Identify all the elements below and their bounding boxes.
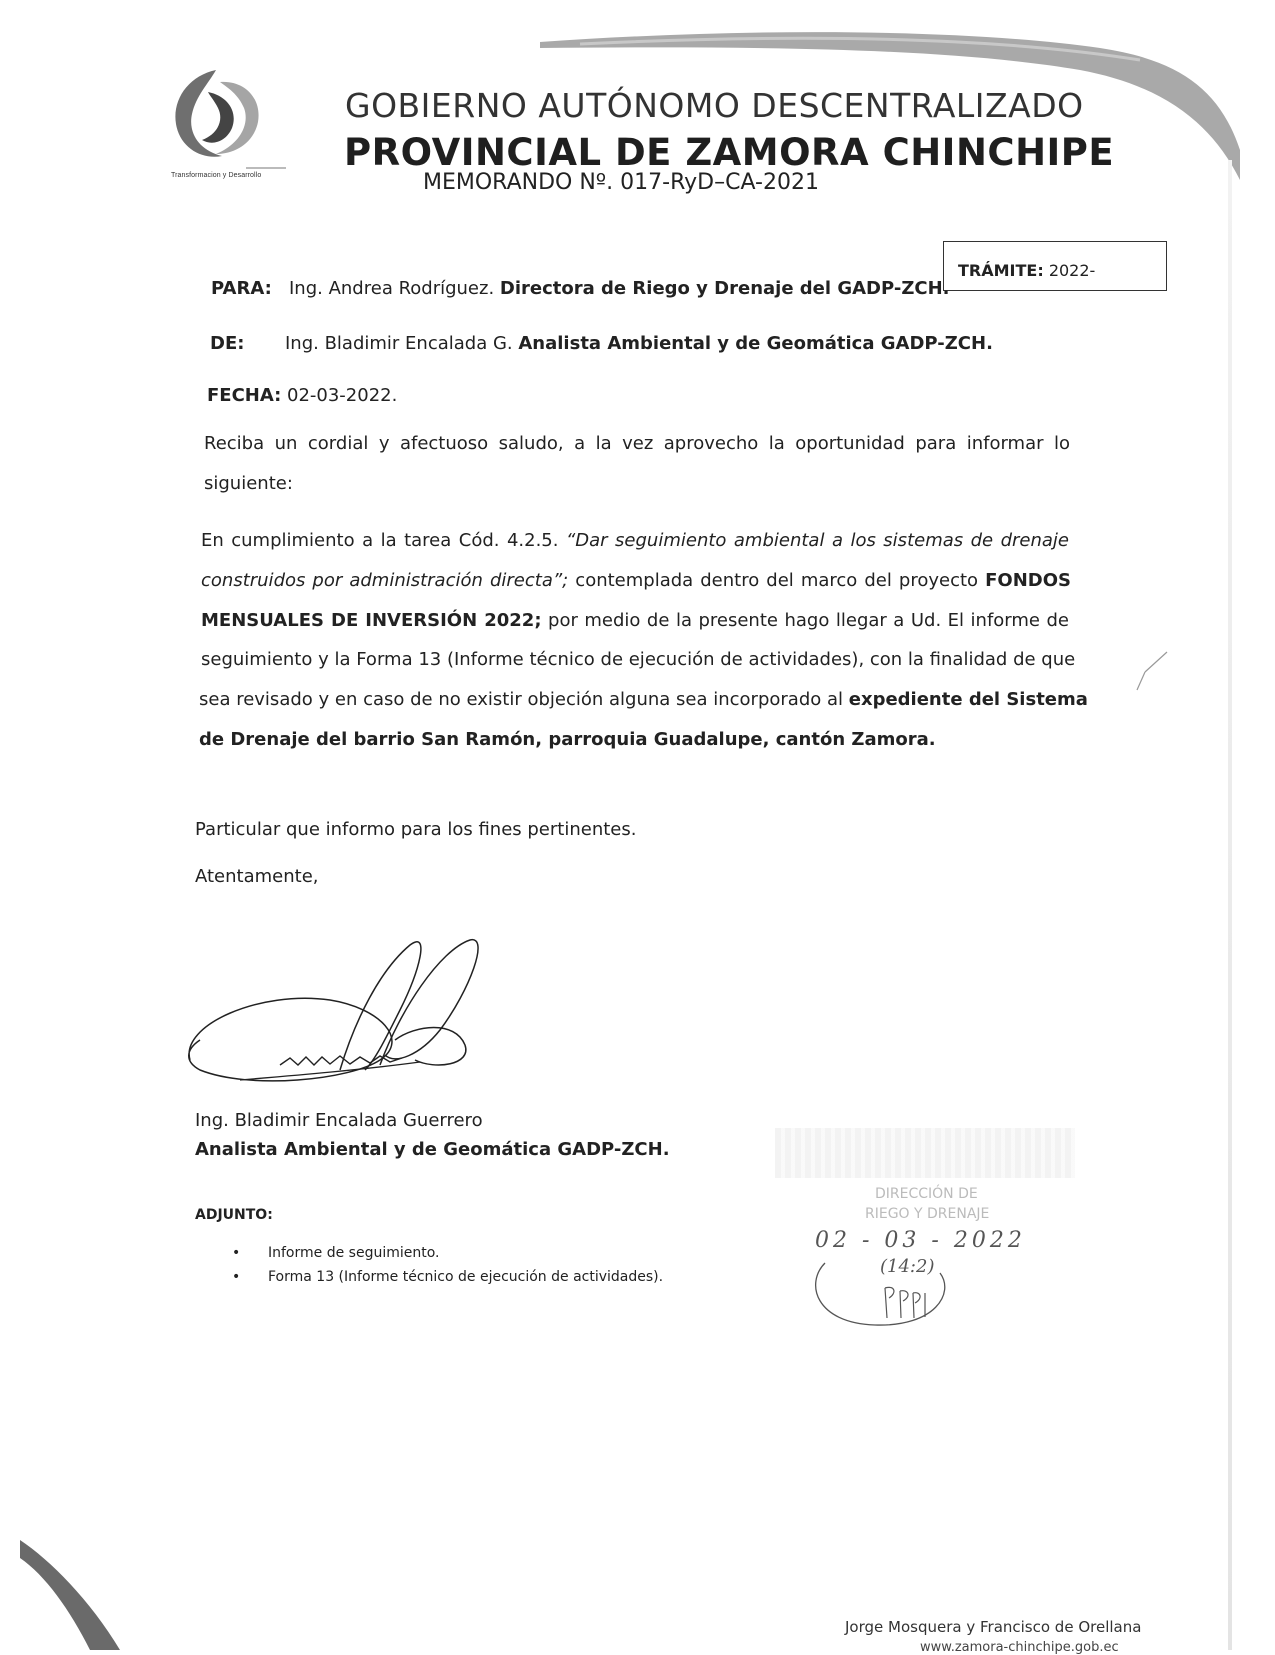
de-label: DE: [210, 333, 245, 354]
fecha-value: 02-03-2022. [287, 385, 398, 406]
tramite-label: TRÁMITE: [958, 261, 1044, 280]
project-name-part2: MENSUALES DE INVERSIÓN 2022; [201, 610, 542, 631]
greeting-line-1: Reciba un cordial y afectuoso saludo, a la vez aprovecho la oportunidad para informar lo [204, 433, 1070, 454]
expediente-text-part2: de Drenaje del barrio San Ramón, parroquia Guadalupe, cantón Zamora. [199, 729, 936, 750]
main-line-6 [199, 729, 936, 750]
task-code-text: En cumplimiento a la tarea Cód. 4.2.5. [201, 530, 566, 551]
attachment-item [232, 1269, 663, 1293]
organization-name-line2: PROVINCIAL DE ZAMORA CHINCHIPE [344, 131, 1115, 174]
attachments-list [232, 1245, 663, 1293]
para-value [289, 278, 949, 299]
stamp-faded-header [775, 1128, 1075, 1178]
main-line-2 [201, 570, 1071, 591]
footer-address: Jorge Mosquera y Francisco de Orellana [845, 1618, 1142, 1636]
bullet-icon: • [232, 1245, 241, 1261]
gadp-logo-icon [158, 62, 288, 182]
review-text: sea revisado y en caso de no existir objeción alguna sea incorporado al [199, 689, 849, 710]
stamp-handwritten-date: 02 - 03 - 2022 [815, 1228, 1026, 1253]
main-line-5 [199, 689, 1088, 710]
logo-tagline: Transformacion y Desarrollo [171, 172, 262, 179]
task-title-quote-end: construidos por administración directa”; [201, 570, 569, 591]
expediente-text-part1: expediente del Sistema [848, 689, 1088, 710]
scan-edge-shadow [1228, 160, 1232, 1650]
stamp-handwritten-time: (14:2) [880, 1256, 935, 1277]
footer-website: www.zamora-chinchipe.gob.ec [920, 1640, 1119, 1655]
de-role: Analista Ambiental y de Geomática GADP-ZCH. [518, 333, 993, 354]
memo-number: MEMORANDO Nº. 017-RyD–CA-2021 [423, 170, 819, 195]
para-label: PARA: [211, 278, 272, 299]
tramite-box [943, 241, 1167, 291]
closing-text: Particular que informo para los fines pertinentes. [195, 819, 637, 840]
project-name-part1: FONDOS [985, 570, 1071, 591]
stamp-line1: DIRECCIÓN DE [875, 1186, 978, 1202]
main-line-4: seguimiento y la Forma 13 (Informe técnico de ejecución de actividades), con la finalidad de que [201, 649, 1076, 670]
attachment-label: Forma 13 (Informe técnico de ejecución de actividades). [268, 1269, 664, 1285]
attachments-title: ADJUNTO: [195, 1207, 273, 1223]
main-line-1 [201, 530, 1069, 551]
main-line-3 [201, 610, 1069, 631]
salutation-text: Atentamente, [195, 866, 319, 887]
tramite-value: 2022- [1043, 261, 1096, 280]
delivery-text: por medio de la presente hago llegar a Ud. El informe de [541, 610, 1070, 631]
task-title-quote: “Dar seguimiento ambiental a los sistemas de drenaje [565, 530, 1069, 551]
bullet-icon: • [232, 1269, 241, 1285]
organization-name-line1: GOBIERNO AUTÓNOMO DESCENTRALIZADO [345, 86, 1084, 125]
fecha-label: FECHA: [207, 385, 282, 406]
tramite-text [958, 261, 1095, 280]
handwritten-signature [180, 930, 510, 1110]
stamp-ellipse-outline [805, 1243, 955, 1333]
signer-role: Analista Ambiental y de Geomática GADP-ZCH. [195, 1139, 670, 1160]
de-value [285, 333, 993, 354]
attachment-label: Informe de seguimiento. [268, 1245, 440, 1261]
footer-swoosh-decoration [20, 1540, 140, 1650]
para-name: Ing. Andrea Rodríguez. [289, 278, 495, 299]
project-intro-text: contemplada dentro del marco del proyecto [568, 570, 986, 591]
stamp-line2: RIEGO Y DRENAJE [865, 1206, 990, 1222]
de-name: Ing. Bladimir Encalada G. [285, 333, 513, 354]
received-stamp [785, 1128, 1075, 1348]
para-role: Directora de Riego y Drenaje del GADP-ZCH. [499, 278, 950, 299]
signer-name: Ing. Bladimir Encalada Guerrero [195, 1110, 483, 1131]
attachment-item [232, 1245, 663, 1269]
check-mark-icon [1135, 650, 1175, 695]
greeting-line-2: siguiente: [204, 473, 293, 494]
